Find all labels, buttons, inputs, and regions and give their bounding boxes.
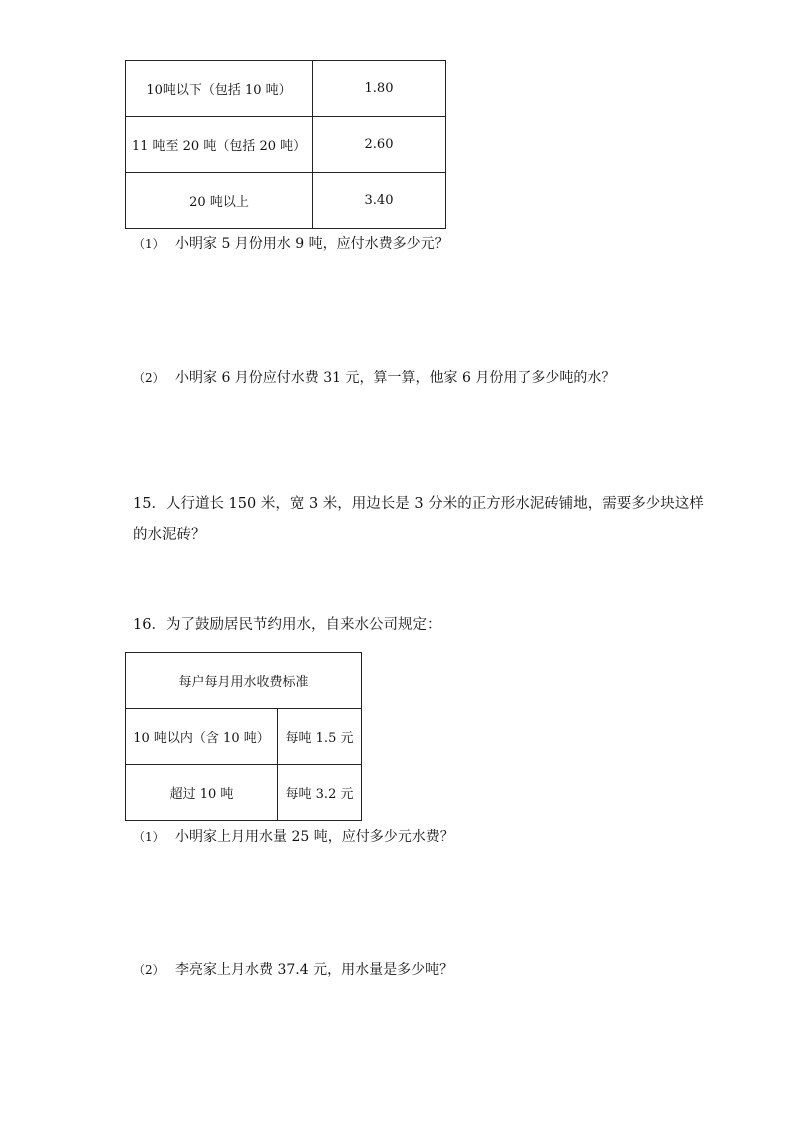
water-price-table: [125, 60, 446, 229]
usage-range-cell: 超过 10 吨: [126, 765, 278, 821]
price-cell: 2.60: [313, 117, 446, 173]
question-14-part-2: [133, 368, 615, 388]
table-row: [126, 61, 446, 117]
question-14-part-1: [133, 234, 449, 254]
usage-range-cell: 10 吨以内（含 10 吨）: [126, 709, 278, 765]
usage-range-cell: 10吨以下（包括 10 吨）: [126, 61, 313, 117]
question-16-intro: 16．为了鼓励居民节约用水，自来水公司规定：: [133, 617, 442, 633]
sub-question-number: （1）: [133, 830, 165, 844]
sub-question-number: （2）: [133, 371, 165, 385]
table-row: [126, 173, 446, 229]
table-header-cell: 每户每月用水收费标准: [126, 653, 362, 709]
sub-question-text: 李亮家上月水费 37.4 元，用水量是多少吨？: [175, 962, 454, 978]
price-cell: 1.80: [313, 61, 446, 117]
price-cell: 每吨 3.2 元: [278, 765, 362, 821]
sub-question-text: 小明家 6 月份应付水费 31 元，算一算，他家 6 月份用了多少吨的水？: [175, 370, 616, 386]
question-15-line-1: 15．人行道长 150 米，宽 3 米，用边长是 3 分米的正方形水泥砖铺地，需要多少块这样: [133, 496, 704, 512]
sub-question-number: （1）: [133, 237, 165, 251]
table-row: [126, 709, 362, 765]
usage-range-cell: 11 吨至 20 吨（包括 20 吨）: [126, 117, 313, 173]
table-row: [126, 765, 362, 821]
usage-range-cell: 20 吨以上: [126, 173, 313, 229]
sub-question-number: （2）: [133, 963, 165, 977]
price-cell: 每吨 1.5 元: [278, 709, 362, 765]
table-row: [126, 117, 446, 173]
water-fee-standard-table: [125, 652, 362, 821]
price-cell: 3.40: [313, 173, 446, 229]
table-header-row: [126, 653, 362, 709]
question-16-part-2: [133, 960, 453, 980]
question-16-part-1: [133, 827, 454, 847]
sub-question-text: 小明家 5 月份用水 9 吨，应付水费多少元？: [175, 236, 449, 252]
question-15-line-2: 的水泥砖？: [133, 527, 206, 543]
sub-question-text: 小明家上月用水量 25 吨，应付多少元水费？: [175, 829, 454, 845]
